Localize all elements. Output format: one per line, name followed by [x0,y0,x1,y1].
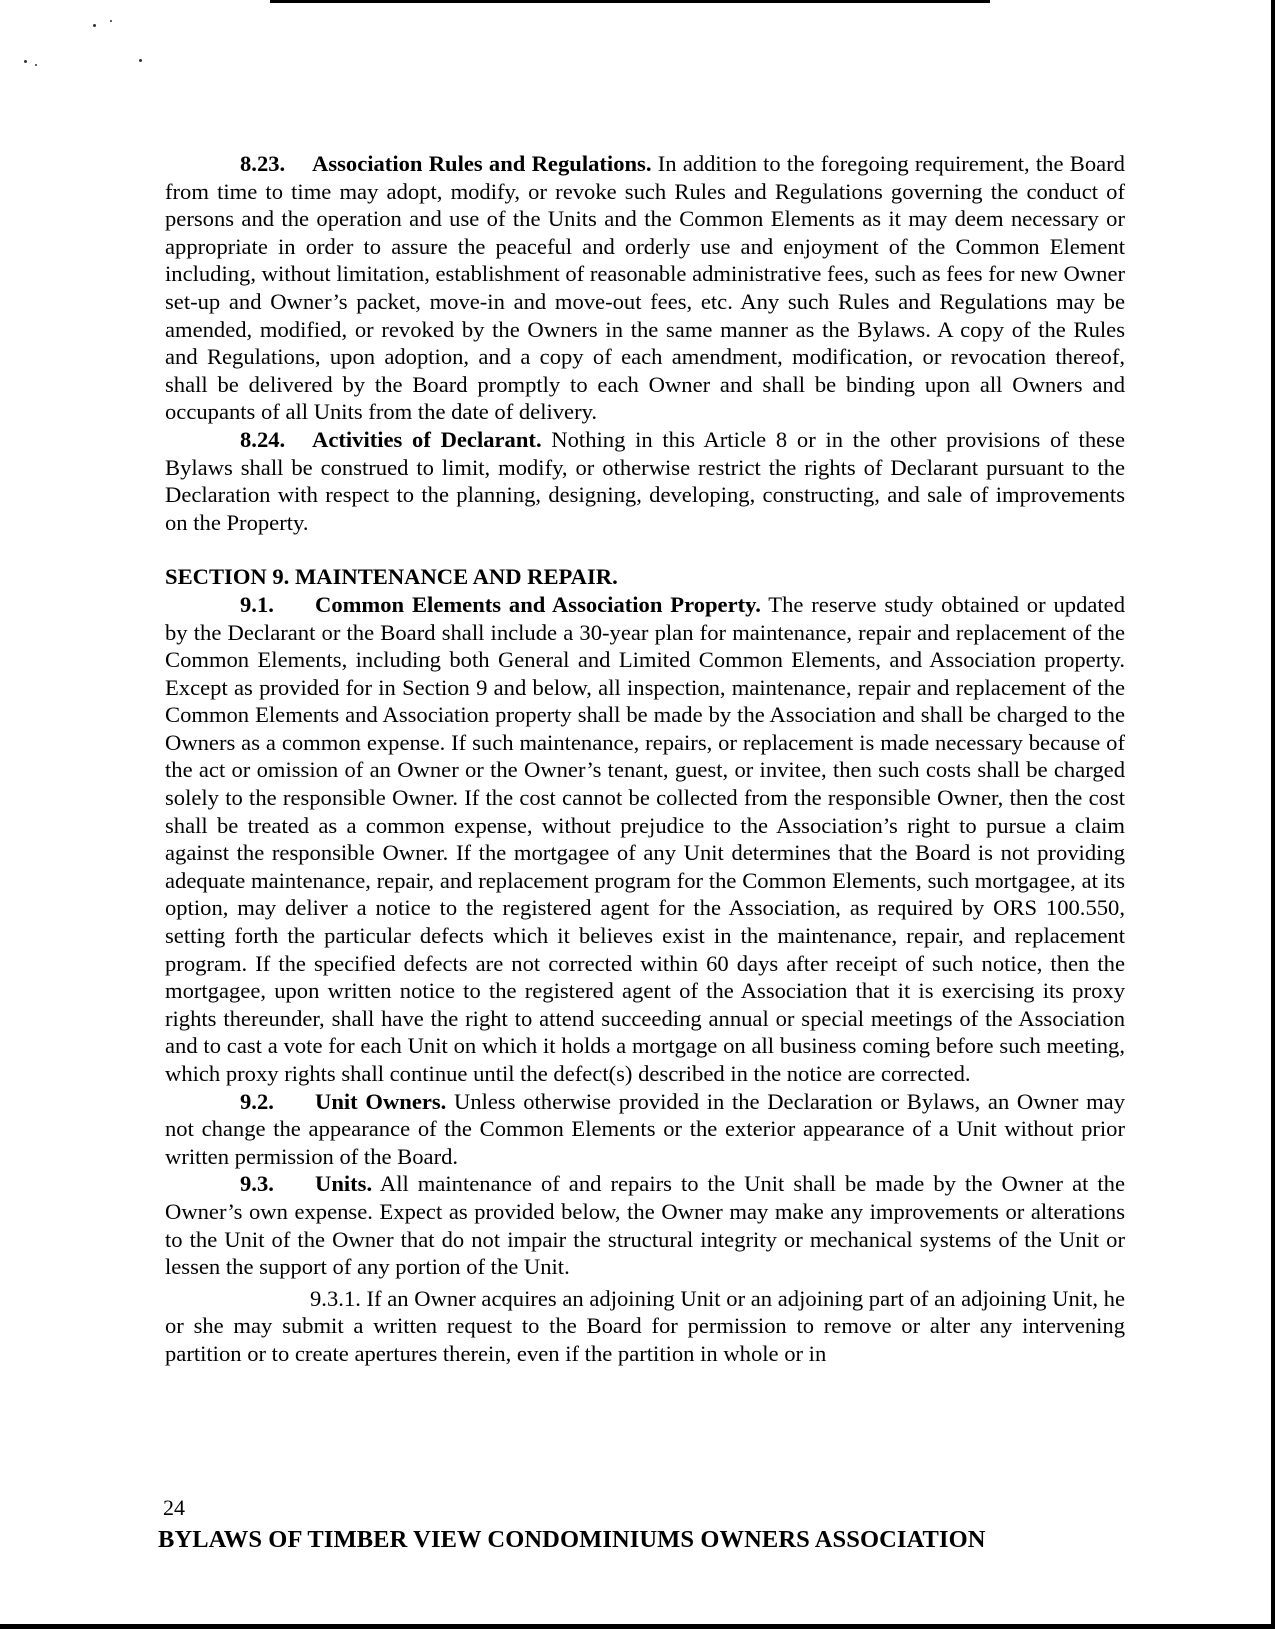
document-body [165,150,1125,1368]
scan-speck [110,20,112,22]
section-title: Unit Owners. [315,1088,447,1114]
section-text: In addition to the foregoing requirement, the Board from time to time may adopt, modify, or revoke such Rules and Regulations governing the conduct of persons and the operation and use of the Units and the Common Elements as it may deem necessary or appropriate in order to assure the peaceful and orderly use and enjoyment of the Common Element including, without limitation, establishment of reasonable administrative fees, such as fees for new Owner set-up and Owner’s packet, move-in and move-out fees, etc. Any such Rules and Regulations may be amended, modified, or revoked by the Owners in the same manner as the Bylaws. A copy of the Rules and Regulations, upon adoption, and a copy of each amendment, modification, or revocation thereof, shall be delivered by the Board promptly to each Owner and shall be binding upon all Owners and occupants of all Units from the date of delivery. [165,151,1125,425]
section-number: 8.23. [240,151,286,176]
scan-edge-bottom [0,1624,1275,1629]
paragraph-9-2 [165,1088,1125,1171]
scan-speck [24,60,27,63]
paragraph-9-1 [165,591,1125,1088]
scan-speck [139,59,142,62]
section-number: 9.3. [240,1171,274,1197]
page-number: 24 [163,1495,185,1520]
section-9-heading: SECTION 9. MAINTENANCE AND REPAIR. [165,564,618,590]
section-title: Common Elements and Association Property. [315,591,761,617]
scan-edge-top [270,0,990,3]
section-number: 9.2. [240,1088,274,1114]
section-text: Nothing in this Article 8 or in the other provisions of these Bylaws shall be construed to limit, modify, or otherwise restrict the rights of Declarant pursuant to the Declaration with respect to the planning, designing, developing, constructing, and sale of improvements on the Property. [165,426,1125,535]
section-text: All maintenance of and repairs to the Unit shall be made by the Owner at the Owner’s own expense. Expect as provided below, the Owner may make any improvements or alterations to the Unit of the Owner that do not impair the structural integrity or mechanical systems of the Unit or lessen the support of any portion of the Unit. [165,1171,1125,1280]
section-text: Unless otherwise provided in the Declaration or Bylaws, an Owner may not change the appearance of the Common Elements or the exterior appearance of a Unit without prior written permission of the Board. [165,1088,1125,1169]
paragraph-9-3-1: 9.3.1. If an Owner acquires an adjoining Unit or an adjoining part of an adjoining Unit, he or she may submit a written request to the Board for permission to remove or alter any intervening partition or to create apertures therein, even if the partition in whole or in [165,1285,1125,1366]
section-text: The reserve study obtained or updated by the Declarant or the Board shall include a 30-year plan for maintenance, repair and replacement of the Common Elements, including both General and Limited Common Elements, and Association property. Except as provided for in Section 9 and below, all inspection, maintenance, repair and replacement of the Common Elements and Association property shall be made by the Association and shall be charged to the Owners as a common expense. If such maintenance, repairs, or replacement is made necessary because of the act or omission of an Owner or the Owner’s tenant, guest, or invitee, then such costs shall be charged solely to the responsible Owner. If the cost cannot be collected from the responsible Owner, then the cost shall be treated as a common expense, without prejudice to the Association’s right to pursue a claim against the responsible Owner. If the mortgagee of any Unit determines that the Board is not providing adequate maintenance, repair, and replacement program for the Common Elements, such mortgagee, at its option, may deliver a notice to the registered agent for the Association, as required by ORS 100.550, setting forth the particular defects which it believes exist in the maintenance, repair, and replacement program. If the specified defects are not corrected within 60 days after receipt of such notice, then the mortgagee, upon written notice to the registered agent of the Association that it is exercising its proxy rights thereunder, shall have the right to attend succeeding annual or special meetings of the Association and to cast a vote for each Unit on which it holds a mortgage on all business coming before such meeting, which proxy rights shall continue until the defect(s) described in the notice are corrected. [165,591,1125,1086]
section-title: Units. [315,1171,373,1197]
scan-edge-right [1271,0,1275,1629]
section-title: Activities of Declarant. [312,426,542,452]
paragraph-8-23 [165,150,1125,426]
scan-speck [93,24,96,27]
section-number: 9.1. [240,591,274,617]
section-number: 8.24. [240,426,286,452]
footer-document-title: BYLAWS OF TIMBER VIEW CONDOMINIUMS OWNERS ASSOCIATION [158,1526,986,1553]
section-title: Association Rules and Regulations. [312,151,652,176]
scan-speck [35,64,37,66]
paragraph-8-24 [165,426,1125,536]
paragraph-9-3 [165,1170,1125,1280]
